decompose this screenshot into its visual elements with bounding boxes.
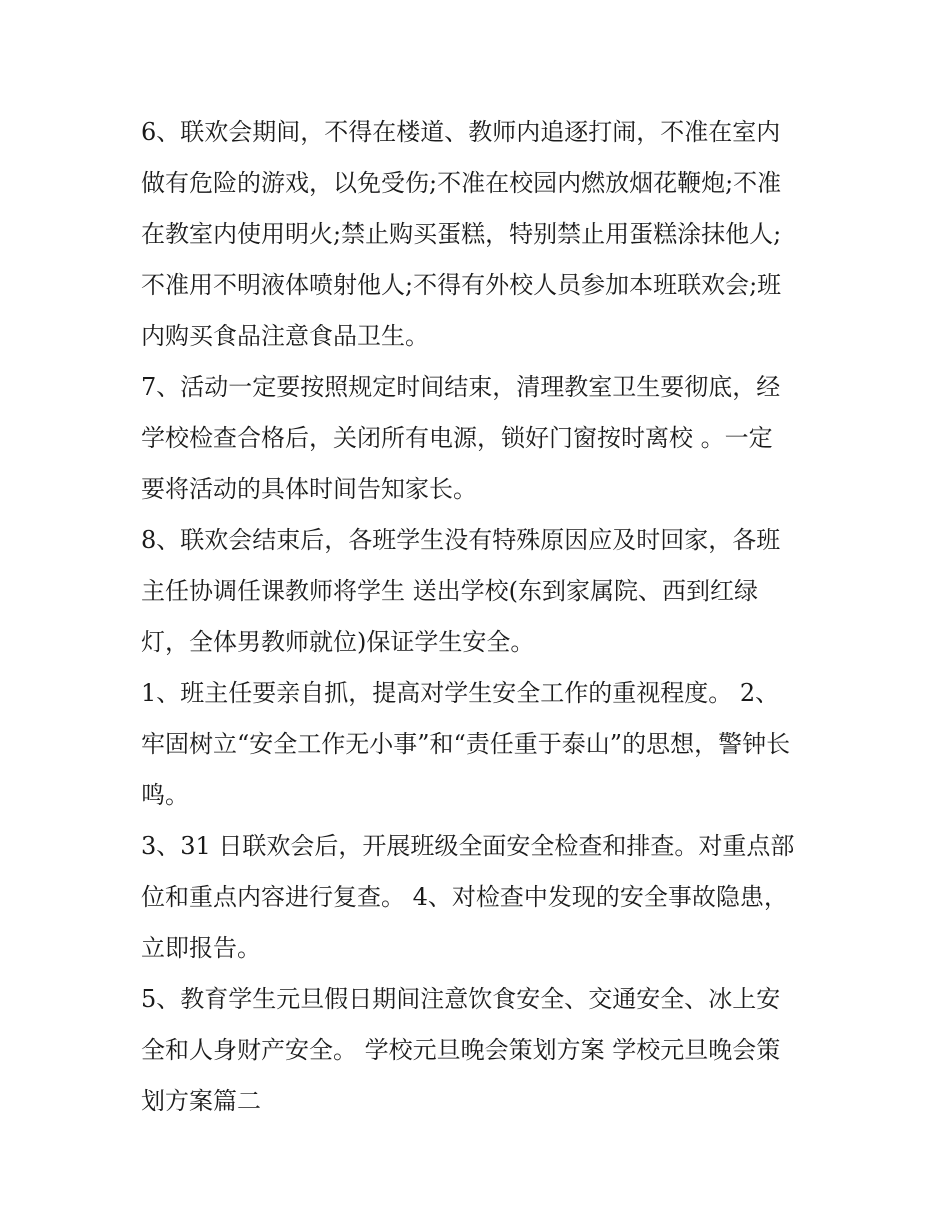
- paragraph-3-4: [141, 821, 816, 974]
- paragraph-7: [141, 362, 816, 515]
- text-line: 不准用不明液体喷射他人;不得有外校人员参加本班联欢会;班: [141, 271, 782, 299]
- document-body: [141, 107, 816, 1127]
- text-line: 做有危险的游戏，以免受伤;不准在校园内燃放烟花鞭炮;不准: [141, 169, 782, 197]
- text-line: 3、31 日联欢会后，开展班级全面安全检查和排查。对重点部: [141, 832, 795, 860]
- text-line: 6、联欢会期间，不得在楼道、教师内追逐打闹，不准在室内: [141, 118, 781, 146]
- text-line: 7、活动一定要按照规定时间结束，清理教室卫生要彻底，经: [141, 373, 781, 401]
- text-line: 全和人身财产安全。 学校元旦晚会策划方案 学校元旦晚会策: [141, 1036, 781, 1064]
- text-line: 要将活动的具体时间告知家长。: [141, 475, 477, 503]
- text-line: 学校检查合格后，关闭所有电源，锁好门窗按时离校 。一定: [141, 424, 773, 452]
- text-line: 内购买食品注意食品卫生。: [141, 322, 429, 350]
- text-line: 8、联欢会结束后，各班学生没有特殊原因应及时回家，各班: [141, 526, 781, 554]
- text-line: 划方案篇二: [141, 1087, 261, 1115]
- paragraph-5: [141, 974, 816, 1127]
- text-line: 鸣。: [141, 781, 189, 809]
- text-line: 5、教育学生元旦假日期间注意饮食安全、交通安全、冰上安: [141, 985, 781, 1013]
- paragraph-8: [141, 515, 816, 668]
- text-line: 1、班主任要亲自抓，提高对学生安全工作的重视程度。 2、: [141, 679, 780, 707]
- text-line: 位和重点内容进行复查。 4、对检查中发现的安全事故隐患，: [141, 883, 788, 911]
- text-line: 主任协调任课教师将学生 送出学校(东到家属院、西到红绿: [141, 577, 758, 605]
- text-line: 灯，全体男教师就位)保证学生安全。: [141, 628, 535, 656]
- text-line: 牢固树立“安全工作无小事”和“责任重于泰山”的思想，警钟长: [141, 730, 791, 758]
- text-line: 立即报告。: [141, 934, 261, 962]
- paragraph-6: [141, 107, 816, 362]
- text-line: 在教室内使用明火;禁止购买蛋糕，特别禁止用蛋糕涂抹他人;: [141, 220, 782, 248]
- paragraph-1-2: [141, 668, 816, 821]
